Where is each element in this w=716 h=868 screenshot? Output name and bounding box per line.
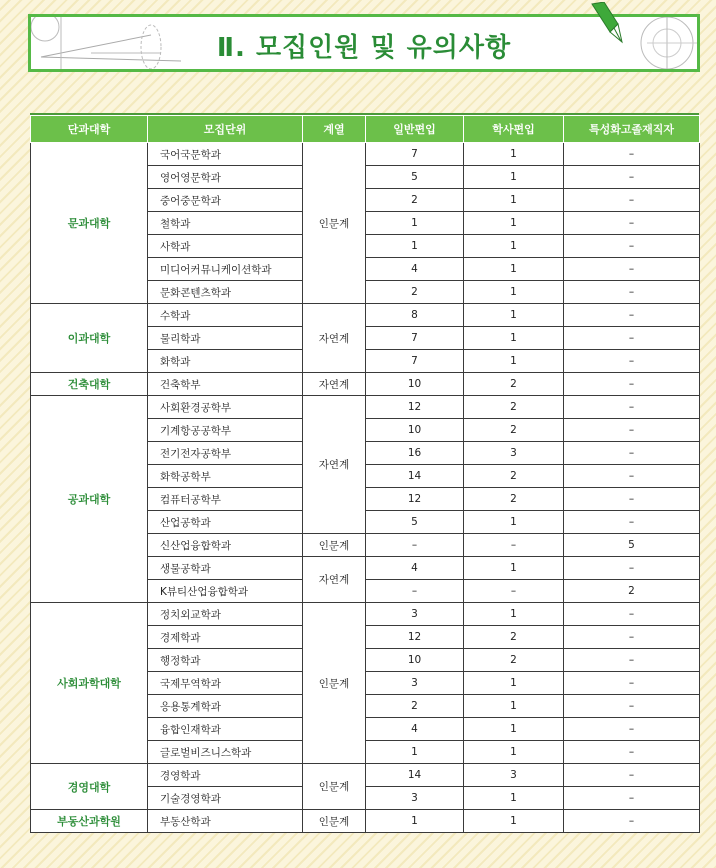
specialized-cell: – bbox=[564, 235, 700, 258]
bachelor-transfer-cell: 2 bbox=[464, 419, 564, 442]
general-transfer-cell: 7 bbox=[366, 143, 464, 166]
unit-cell: 사회환경공학부 bbox=[148, 396, 303, 419]
general-transfer-cell: 4 bbox=[366, 718, 464, 741]
recruitment-table bbox=[30, 115, 700, 833]
unit-cell: K뷰티산업융합학과 bbox=[148, 580, 303, 603]
specialized-cell: – bbox=[564, 327, 700, 350]
unit-cell: 경영학과 bbox=[148, 764, 303, 787]
header-specialized-hs-worker: 특성화고졸재직자 bbox=[564, 116, 700, 143]
bachelor-transfer-cell: 2 bbox=[464, 373, 564, 396]
bachelor-transfer-cell: 1 bbox=[464, 258, 564, 281]
bachelor-transfer-cell: 2 bbox=[464, 488, 564, 511]
specialized-cell: – bbox=[564, 465, 700, 488]
table-row bbox=[31, 603, 700, 626]
general-transfer-cell: 8 bbox=[366, 304, 464, 327]
specialized-cell: – bbox=[564, 488, 700, 511]
unit-cell: 미디어커뮤니케이션학과 bbox=[148, 258, 303, 281]
specialized-cell: 5 bbox=[564, 534, 700, 557]
specialized-cell: – bbox=[564, 626, 700, 649]
bachelor-transfer-cell: 1 bbox=[464, 511, 564, 534]
unit-cell: 사학과 bbox=[148, 235, 303, 258]
bachelor-transfer-cell: 1 bbox=[464, 695, 564, 718]
specialized-cell: – bbox=[564, 442, 700, 465]
track-cell: 자연계 bbox=[303, 557, 366, 603]
general-transfer-cell: 5 bbox=[366, 511, 464, 534]
college-cell: 건축대학 bbox=[31, 373, 148, 396]
bachelor-transfer-cell: 1 bbox=[464, 350, 564, 373]
table-row bbox=[31, 764, 700, 787]
bachelor-transfer-cell: 1 bbox=[464, 787, 564, 810]
general-transfer-cell: 3 bbox=[366, 787, 464, 810]
table-row bbox=[31, 373, 700, 396]
specialized-cell: – bbox=[564, 143, 700, 166]
track-cell: 인문계 bbox=[303, 143, 366, 304]
track-cell: 자연계 bbox=[303, 396, 366, 534]
general-transfer-cell: 3 bbox=[366, 672, 464, 695]
specialized-cell: – bbox=[564, 810, 700, 833]
bachelor-transfer-cell: 1 bbox=[464, 810, 564, 833]
bachelor-transfer-cell: 3 bbox=[464, 764, 564, 787]
general-transfer-cell: 14 bbox=[366, 465, 464, 488]
general-transfer-cell: 2 bbox=[366, 695, 464, 718]
unit-cell: 글로벌비즈니스학과 bbox=[148, 741, 303, 764]
bachelor-transfer-cell: 1 bbox=[464, 557, 564, 580]
specialized-cell: – bbox=[564, 281, 700, 304]
bachelor-transfer-cell: 1 bbox=[464, 235, 564, 258]
specialized-cell: – bbox=[564, 718, 700, 741]
general-transfer-cell: 12 bbox=[366, 396, 464, 419]
bachelor-transfer-cell: – bbox=[464, 534, 564, 557]
general-transfer-cell: 1 bbox=[366, 741, 464, 764]
unit-cell: 기계항공공학부 bbox=[148, 419, 303, 442]
table-row bbox=[31, 143, 700, 166]
general-transfer-cell: 16 bbox=[366, 442, 464, 465]
header-college: 단과대학 bbox=[31, 116, 148, 143]
track-cell: 인문계 bbox=[303, 810, 366, 833]
fountain-pen-icon bbox=[588, 2, 624, 50]
bachelor-transfer-cell: 1 bbox=[464, 741, 564, 764]
header-bachelor-transfer: 학사편입 bbox=[464, 116, 564, 143]
specialized-cell: – bbox=[564, 396, 700, 419]
college-cell: 공과대학 bbox=[31, 396, 148, 603]
general-transfer-cell: 3 bbox=[366, 603, 464, 626]
unit-cell: 전기전자공학부 bbox=[148, 442, 303, 465]
bachelor-transfer-cell: 1 bbox=[464, 304, 564, 327]
general-transfer-cell: 5 bbox=[366, 166, 464, 189]
bachelor-transfer-cell: 1 bbox=[464, 143, 564, 166]
bachelor-transfer-cell: 2 bbox=[464, 649, 564, 672]
unit-cell: 화학공학부 bbox=[148, 465, 303, 488]
bachelor-transfer-cell: 1 bbox=[464, 281, 564, 304]
specialized-cell: – bbox=[564, 511, 700, 534]
unit-cell: 컴퓨터공학부 bbox=[148, 488, 303, 511]
unit-cell: 국어국문학과 bbox=[148, 143, 303, 166]
unit-cell: 산업공학과 bbox=[148, 511, 303, 534]
bachelor-transfer-cell: 2 bbox=[464, 626, 564, 649]
unit-cell: 영어영문학과 bbox=[148, 166, 303, 189]
unit-cell: 융합인재학과 bbox=[148, 718, 303, 741]
bachelor-transfer-cell: 1 bbox=[464, 166, 564, 189]
general-transfer-cell: 10 bbox=[366, 649, 464, 672]
unit-cell: 정치외교학과 bbox=[148, 603, 303, 626]
bachelor-transfer-cell: 1 bbox=[464, 327, 564, 350]
general-transfer-cell: 10 bbox=[366, 373, 464, 396]
general-transfer-cell: 12 bbox=[366, 488, 464, 511]
specialized-cell: – bbox=[564, 373, 700, 396]
general-transfer-cell: 1 bbox=[366, 235, 464, 258]
table-row bbox=[31, 396, 700, 419]
bachelor-transfer-cell: 2 bbox=[464, 396, 564, 419]
unit-cell: 화학과 bbox=[148, 350, 303, 373]
unit-cell: 생물공학과 bbox=[148, 557, 303, 580]
specialized-cell: – bbox=[564, 695, 700, 718]
college-cell: 이과대학 bbox=[31, 304, 148, 373]
unit-cell: 국제무역학과 bbox=[148, 672, 303, 695]
bachelor-transfer-cell: 1 bbox=[464, 212, 564, 235]
college-cell: 문과대학 bbox=[31, 143, 148, 304]
general-transfer-cell: 10 bbox=[366, 419, 464, 442]
track-cell: 인문계 bbox=[303, 603, 366, 764]
general-transfer-cell: 7 bbox=[366, 327, 464, 350]
unit-cell: 물리학과 bbox=[148, 327, 303, 350]
unit-cell: 수학과 bbox=[148, 304, 303, 327]
table-body bbox=[31, 143, 700, 833]
page-title: Ⅱ. 모집인원 및 유의사항 bbox=[216, 33, 512, 63]
general-transfer-cell: 12 bbox=[366, 626, 464, 649]
header-track: 계열 bbox=[303, 116, 366, 143]
unit-cell: 행정학과 bbox=[148, 649, 303, 672]
specialized-cell: – bbox=[564, 649, 700, 672]
track-cell: 자연계 bbox=[303, 304, 366, 373]
general-transfer-cell: 1 bbox=[366, 810, 464, 833]
table-row bbox=[31, 304, 700, 327]
unit-cell: 기술경영학과 bbox=[148, 787, 303, 810]
bachelor-transfer-cell: 1 bbox=[464, 603, 564, 626]
general-transfer-cell: 4 bbox=[366, 258, 464, 281]
general-transfer-cell: – bbox=[366, 534, 464, 557]
specialized-cell: – bbox=[564, 304, 700, 327]
unit-cell: 건축학부 bbox=[148, 373, 303, 396]
unit-cell: 문화콘텐츠학과 bbox=[148, 281, 303, 304]
specialized-cell: – bbox=[564, 258, 700, 281]
specialized-cell: – bbox=[564, 672, 700, 695]
general-transfer-cell: 2 bbox=[366, 281, 464, 304]
general-transfer-cell: 1 bbox=[366, 212, 464, 235]
unit-cell: 부동산학과 bbox=[148, 810, 303, 833]
general-transfer-cell: 4 bbox=[366, 557, 464, 580]
general-transfer-cell: – bbox=[366, 580, 464, 603]
college-cell: 경영대학 bbox=[31, 764, 148, 810]
specialized-cell: – bbox=[564, 189, 700, 212]
specialized-cell: – bbox=[564, 557, 700, 580]
college-cell: 부동산과학원 bbox=[31, 810, 148, 833]
specialized-cell: – bbox=[564, 166, 700, 189]
unit-cell: 응용통계학과 bbox=[148, 695, 303, 718]
specialized-cell: – bbox=[564, 603, 700, 626]
bachelor-transfer-cell: – bbox=[464, 580, 564, 603]
bachelor-transfer-cell: 1 bbox=[464, 672, 564, 695]
bachelor-transfer-cell: 2 bbox=[464, 465, 564, 488]
bachelor-transfer-cell: 3 bbox=[464, 442, 564, 465]
specialized-cell: – bbox=[564, 419, 700, 442]
track-cell: 인문계 bbox=[303, 764, 366, 810]
table-header-row bbox=[31, 116, 700, 143]
specialized-cell: – bbox=[564, 764, 700, 787]
specialized-cell: – bbox=[564, 741, 700, 764]
general-transfer-cell: 2 bbox=[366, 189, 464, 212]
header-unit: 모집단위 bbox=[148, 116, 303, 143]
specialized-cell: – bbox=[564, 212, 700, 235]
header-general-transfer: 일반편입 bbox=[366, 116, 464, 143]
table-row bbox=[31, 810, 700, 833]
specialized-cell: 2 bbox=[564, 580, 700, 603]
track-cell: 자연계 bbox=[303, 373, 366, 396]
general-transfer-cell: 14 bbox=[366, 764, 464, 787]
unit-cell: 경제학과 bbox=[148, 626, 303, 649]
unit-cell: 중어중문학과 bbox=[148, 189, 303, 212]
specialized-cell: – bbox=[564, 350, 700, 373]
bachelor-transfer-cell: 1 bbox=[464, 718, 564, 741]
specialized-cell: – bbox=[564, 787, 700, 810]
unit-cell: 신산업융합학과 bbox=[148, 534, 303, 557]
bachelor-transfer-cell: 1 bbox=[464, 189, 564, 212]
college-cell: 사회과학대학 bbox=[31, 603, 148, 764]
unit-cell: 철학과 bbox=[148, 212, 303, 235]
general-transfer-cell: 7 bbox=[366, 350, 464, 373]
track-cell: 인문계 bbox=[303, 534, 366, 557]
